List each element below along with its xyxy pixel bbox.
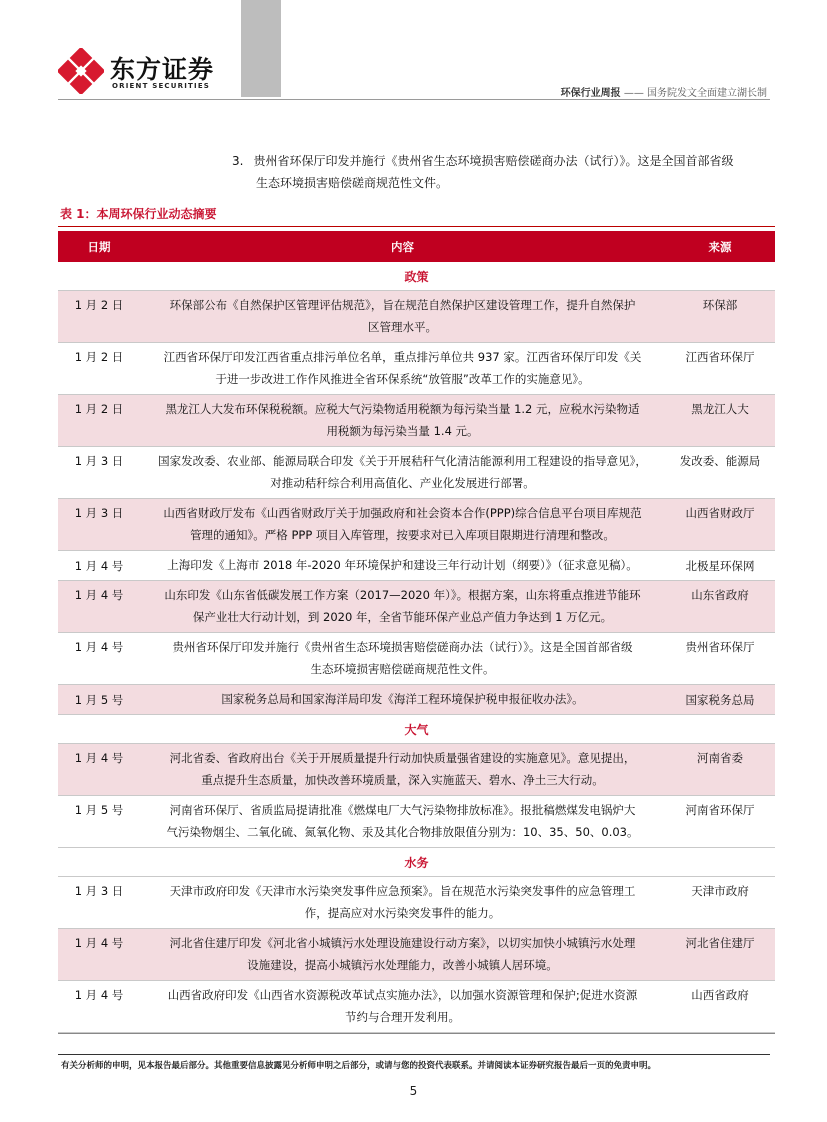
cell-source: 黑龙江人大 <box>691 402 749 416</box>
cell-content <box>140 395 665 446</box>
cell-content-line: 河南省环保厅、省质监局提请批准《燃煤电厂大气污染物排放标准》。报批稿燃煤发电锅炉大 <box>169 803 636 817</box>
table-row <box>58 499 775 551</box>
table-row <box>58 929 775 981</box>
cell-date: 1 月 2 日 <box>74 402 124 416</box>
logo-english-name: ORIENT SECURITIES <box>112 82 211 90</box>
table-row <box>58 633 775 685</box>
cell-content <box>140 929 665 980</box>
cell-source: 北极星环保网 <box>685 558 755 573</box>
header-divider <box>58 99 770 100</box>
cell-content-line: 生态环境损害赔偿磋商规范性文件。 <box>310 662 495 676</box>
cell-date: 1 月 3 日 <box>74 454 124 468</box>
cell-content-line: 对推动秸秆综合利用高值化、产业化发展进行部署。 <box>270 476 535 490</box>
cell-date: 1 月 2 日 <box>74 350 124 364</box>
cell-date: 1 月 4 号 <box>74 936 124 950</box>
cell-source: 贵州省环保厅 <box>685 640 755 654</box>
cell-content-line: 节约与合理开发利用。 <box>345 1010 460 1024</box>
cell-date: 1 月 2 日 <box>74 298 124 312</box>
cell-source: 山东省政府 <box>691 588 749 602</box>
logo-chinese-name: 东方证券 <box>110 55 215 84</box>
intro-number: 3. <box>232 154 244 168</box>
cell-content <box>140 877 665 928</box>
table-row <box>58 744 775 796</box>
cell-source: 天津市政府 <box>691 884 749 898</box>
header-content: 内容 <box>391 239 414 254</box>
cell-content-line: 重点提升生态质量，加快改善环境质量，深入实施蓝天、碧水、净土三大行动。 <box>201 773 604 787</box>
cell-content-line: 用税额为每污染当量 1.4 元。 <box>326 424 479 438</box>
cell-content-line: 于进一步改进工作作风推进全省环保系统“放管服”改革工作的实施意见》。 <box>215 372 590 386</box>
cell-content-line: 河北省委、省政府出台《关于开展质量提升行动加快质量强省建设的实施意见》。意见提出， <box>169 751 636 765</box>
footer-disclaimer: 有关分析师的申明，见本报告最后部分。其他重要信息披露见分析师申明之后部分，或请与您的投资代表联系。并请阅读本证券研究报告最后一页的免责申明。 <box>61 1061 657 1071</box>
cell-source: 国家税务总局 <box>685 692 755 707</box>
section-row: 水务 <box>58 848 775 877</box>
cell-content-line: 江西省环保厅印发江西省重点排污单位名单，重点排污单位共 937 家。江西省环保厅印发《关 <box>163 350 642 364</box>
cell-source: 发改委、能源局 <box>679 454 761 468</box>
table-body <box>58 262 775 1033</box>
header-separator: —— <box>623 88 644 99</box>
cell-date: 1 月 4 号 <box>74 640 124 654</box>
cell-content-line: 贵州省环保厅印发并施行《贵州省生态环境损害赔偿磋商办法（试行）》。这是全国首部省级 <box>172 640 633 654</box>
table-row <box>58 685 775 715</box>
cell-content-line: 环保部公布《自然保护区管理评估规范》，旨在规范自然保护区建设管理工作，提升自然保护 <box>169 298 636 312</box>
cell-content-line: 山东印发《山东省低碳发展工作方案（2017—2020 年）》。根据方案，山东将重点推进节能环 <box>164 588 641 602</box>
cell-date: 1 月 4 号 <box>74 751 124 765</box>
cell-source: 山西省财政厅 <box>685 506 755 520</box>
intro-line-1: 贵州省环保厅印发并施行《贵州省生态环境损害赔偿磋商办法（试行）》。这是全国首部省级 <box>253 154 734 168</box>
cell-content <box>140 744 665 795</box>
cell-date: 1 月 5 号 <box>74 692 124 707</box>
cell-content-line: 国家发改委、农业部、能源局联合印发《关于开展秸秆气化清洁能源利用工程建设的指导意见》， <box>158 454 647 468</box>
table-row <box>58 581 775 633</box>
cell-content <box>140 685 665 714</box>
cell-content <box>140 291 665 342</box>
cell-date: 1 月 4 号 <box>74 558 124 573</box>
news-summary-table <box>58 231 775 1034</box>
report-subtitle: 国务院发文全面建立湖长制 <box>647 88 767 99</box>
cell-date: 1 月 3 日 <box>74 506 124 520</box>
header-source: 来源 <box>708 239 732 254</box>
cell-content-line: 保产业壮大行动计划，到 2020 年，全省节能环保产业总产值力争达到 1 万亿元。 <box>192 610 613 624</box>
table-row <box>58 551 775 581</box>
cell-content-line: 上海印发《上海市 2018 年-2020 年环境保护和建设三年行动计划（纲要）》（征求意见稿）。 <box>167 558 638 572</box>
cell-source: 山西省政府 <box>691 988 749 1002</box>
orient-logo-icon <box>58 48 104 94</box>
section-row: 政策 <box>58 262 775 291</box>
cell-date: 1 月 4 号 <box>74 988 124 1002</box>
cell-content-line: 设施建设，提高小城镇污水处理能力，改善小城镇人居环境。 <box>247 958 558 972</box>
header-gray-strip <box>241 0 281 97</box>
cell-content <box>140 551 665 580</box>
cell-content-line: 天津市政府印发《天津市水污染突发事件应急预案》。旨在规范水污染突发事件的应急管理工 <box>169 884 636 898</box>
cell-date: 1 月 3 日 <box>74 884 124 898</box>
cell-source: 环保部 <box>702 298 738 312</box>
cell-content-line: 管理的通知》。严格 PPP 项目入库管理，按要求对已入库项目限期进行清理和整改。 <box>190 528 615 542</box>
table-row <box>58 877 775 929</box>
table-header-row <box>58 231 775 262</box>
table-title-divider <box>58 226 775 227</box>
cell-content <box>140 981 665 1032</box>
page-number: 5 <box>409 1084 418 1098</box>
table-row <box>58 796 775 848</box>
cell-date: 1 月 4 号 <box>74 588 124 602</box>
cell-content-line: 国家税务总局和国家海洋局印发《海洋工程环境保护税申报征收办法》。 <box>221 692 584 706</box>
table-row <box>58 447 775 499</box>
cell-content-line: 山西省政府印发《山西省水资源税改革试点实施办法》，以加强水资源管理和保护;促进水资源 <box>167 988 638 1002</box>
table-row <box>58 343 775 395</box>
report-name: 环保行业周报 <box>560 88 621 99</box>
cell-content <box>140 343 665 394</box>
cell-source: 河北省住建厅 <box>685 936 755 950</box>
cell-source: 河南省委 <box>697 751 743 765</box>
cell-content-line: 黑龙江人大发布环保税税额。应税大气污染物适用税额为每污染当量 1.2 元，应税水污染物适 <box>165 402 640 416</box>
cell-content <box>140 581 665 632</box>
table-row <box>58 981 775 1033</box>
cell-source: 江西省环保厅 <box>685 350 755 364</box>
cell-content <box>140 633 665 684</box>
cell-content-line: 山西省财政厅发布《山西省财政厅关于加强政府和社会资本合作(PPP)综合信息平台项目库规范 <box>163 506 642 520</box>
report-header <box>561 84 767 99</box>
intro-line-2: 生态环境损害赔偿磋商规范性文件。 <box>256 176 449 190</box>
cell-content-line: 作，提高应对水污染突发事件的能力。 <box>304 906 501 920</box>
table-row <box>58 291 775 343</box>
footer-divider <box>58 1054 770 1055</box>
table-row <box>58 395 775 447</box>
table-bottom-rule <box>58 1033 775 1034</box>
cell-content <box>140 447 665 498</box>
cell-date: 1 月 5 号 <box>74 803 124 817</box>
company-logo <box>58 46 218 96</box>
cell-content <box>140 499 665 550</box>
section-row: 大气 <box>58 715 775 744</box>
header-date: 日期 <box>87 239 111 254</box>
cell-content-line: 区管理水平。 <box>368 320 437 334</box>
cell-source: 河南省环保厅 <box>685 803 755 817</box>
cell-content-line: 气污染物烟尘、二氧化硫、氮氧化物、汞及其化合物排放限值分别为：10、35、50、0.03。 <box>166 825 639 839</box>
table-title: 表 1：本周环保行业动态摘要 <box>60 207 217 221</box>
intro-paragraph <box>232 150 772 194</box>
cell-content-line: 河北省住建厅印发《河北省小城镇污水处理设施建设行动方案》，以切实加快小城镇污水处理 <box>169 936 636 950</box>
cell-content <box>140 796 665 847</box>
